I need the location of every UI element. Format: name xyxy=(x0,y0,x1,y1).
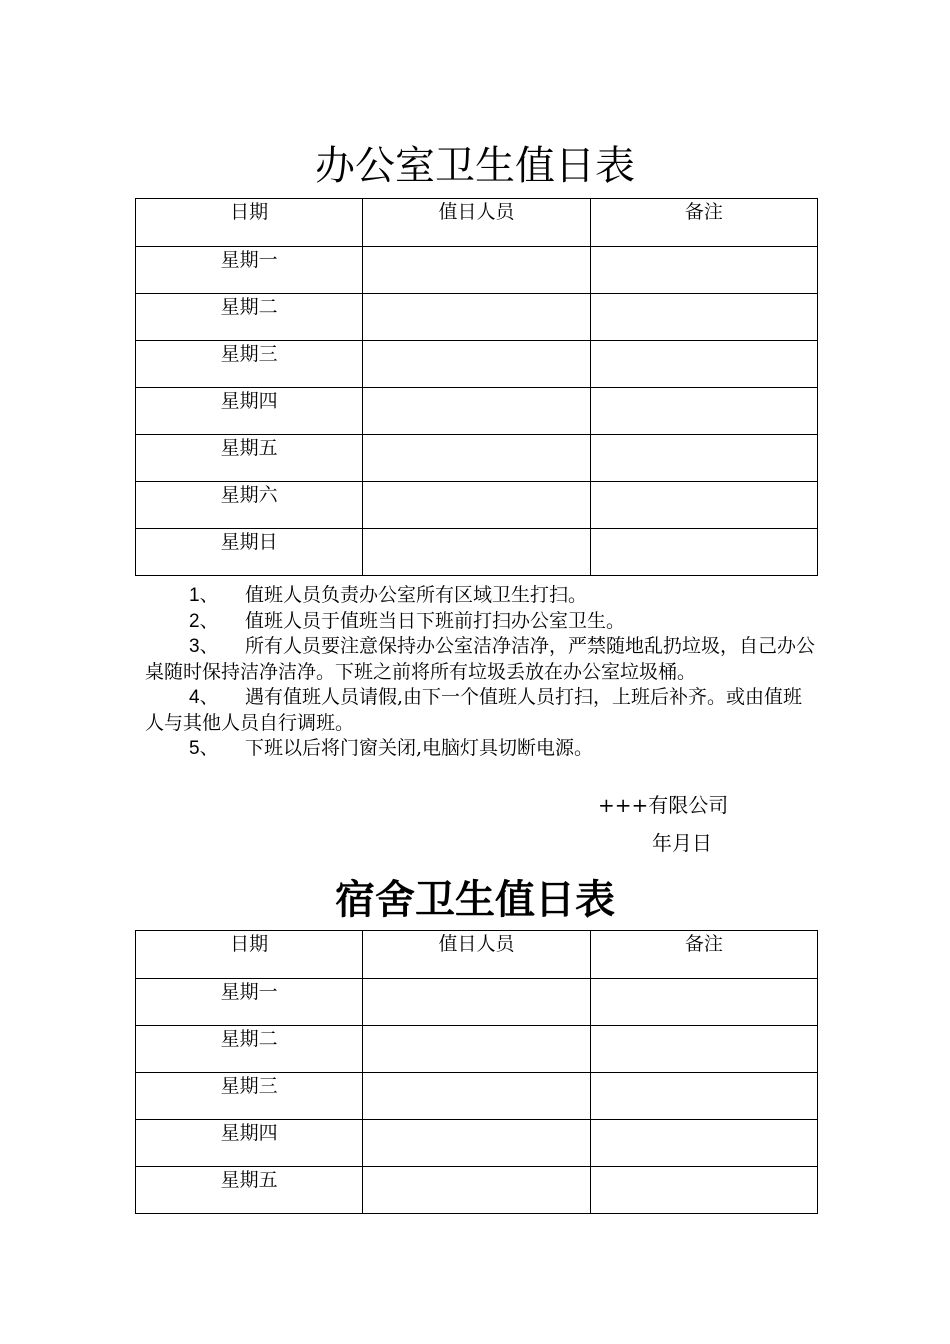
table-header-row xyxy=(136,931,818,979)
signature-date: 年月日 xyxy=(652,831,712,855)
office-duty-title: 办公室卫生值日表 xyxy=(315,143,635,189)
rule-item xyxy=(145,583,815,609)
table-row xyxy=(136,388,818,435)
header-notes: 备注 xyxy=(590,199,817,247)
notes-cell[interactable] xyxy=(590,435,817,482)
day-cell: 星期三 xyxy=(136,341,363,388)
staff-cell[interactable] xyxy=(363,979,590,1026)
duty-rules xyxy=(145,583,815,762)
notes-cell[interactable] xyxy=(590,1120,817,1167)
notes-cell[interactable] xyxy=(590,482,817,529)
rule-text: 下班以后将门窗关闭,电脑灯具切断电源。 xyxy=(245,737,594,759)
table-row xyxy=(136,435,818,482)
table-row xyxy=(136,1073,818,1120)
rule-text: 遇有值班人员请假,由下一个值班人员打扫，上班后补齐。或由值班人与其他人员自行调班。 xyxy=(145,686,803,734)
company-name: +++有限公司 xyxy=(598,793,729,817)
notes-cell[interactable] xyxy=(590,388,817,435)
table-row xyxy=(136,1120,818,1167)
table-row xyxy=(136,979,818,1026)
table-row xyxy=(136,341,818,388)
rule-number: 3、 xyxy=(189,636,219,657)
staff-cell[interactable] xyxy=(363,1073,590,1120)
day-cell: 星期二 xyxy=(136,1026,363,1073)
staff-cell[interactable] xyxy=(363,1026,590,1073)
day-cell: 星期三 xyxy=(136,1073,363,1120)
staff-cell[interactable] xyxy=(363,1120,590,1167)
office-duty-table xyxy=(135,198,818,576)
rule-text: 值班人员负责办公室所有区域卫生打扫。 xyxy=(245,584,588,606)
staff-cell[interactable] xyxy=(363,294,590,341)
notes-cell[interactable] xyxy=(590,341,817,388)
header-date: 日期 xyxy=(136,931,363,979)
rule-number: 5、 xyxy=(189,738,219,759)
notes-cell[interactable] xyxy=(590,1073,817,1120)
header-staff: 值日人员 xyxy=(363,931,590,979)
notes-cell[interactable] xyxy=(590,294,817,341)
rule-number: 2、 xyxy=(189,610,219,632)
rule-item xyxy=(145,609,815,635)
staff-cell[interactable] xyxy=(363,247,590,294)
staff-cell[interactable] xyxy=(363,529,590,576)
day-cell: 星期一 xyxy=(136,979,363,1026)
notes-cell[interactable] xyxy=(590,247,817,294)
day-cell: 星期六 xyxy=(136,482,363,529)
day-cell: 星期四 xyxy=(136,1120,363,1167)
notes-cell[interactable] xyxy=(590,529,817,576)
dorm-duty-title: 宿舍卫生值日表 xyxy=(335,876,615,923)
staff-cell[interactable] xyxy=(363,435,590,482)
rule-item xyxy=(145,736,815,762)
table-row xyxy=(136,294,818,341)
header-staff: 值日人员 xyxy=(363,199,590,247)
notes-cell[interactable] xyxy=(590,1026,817,1073)
staff-cell[interactable] xyxy=(363,341,590,388)
rule-item xyxy=(145,634,815,685)
rule-item xyxy=(145,685,815,736)
day-cell: 星期五 xyxy=(136,1167,363,1214)
table-row xyxy=(136,1026,818,1073)
table-row xyxy=(136,529,818,576)
staff-cell[interactable] xyxy=(363,388,590,435)
day-cell: 星期二 xyxy=(136,294,363,341)
table-header-row xyxy=(136,199,818,247)
table-row xyxy=(136,247,818,294)
day-cell: 星期五 xyxy=(136,435,363,482)
rule-text: 值班人员于值班当日下班前打扫办公室卫生。 xyxy=(245,609,626,632)
day-cell: 星期日 xyxy=(136,529,363,576)
day-cell: 星期四 xyxy=(136,388,363,435)
header-date: 日期 xyxy=(136,199,363,247)
rule-text: 所有人员要注意保持办公室洁净洁净，严禁随地乱扔垃圾，自己办公桌随时保持洁净洁净。下班之前将所有垃圾丢放在办公室垃圾桶。 xyxy=(145,635,816,683)
notes-cell[interactable] xyxy=(590,1167,817,1214)
header-notes: 备注 xyxy=(590,931,817,979)
staff-cell[interactable] xyxy=(363,1167,590,1214)
rule-number: 1、 xyxy=(189,585,219,606)
notes-cell[interactable] xyxy=(590,979,817,1026)
day-cell: 星期一 xyxy=(136,247,363,294)
dorm-duty-table xyxy=(135,930,818,1214)
staff-cell[interactable] xyxy=(363,482,590,529)
table-row xyxy=(136,1167,818,1214)
rule-number: 4、 xyxy=(189,687,219,708)
table-row xyxy=(136,482,818,529)
